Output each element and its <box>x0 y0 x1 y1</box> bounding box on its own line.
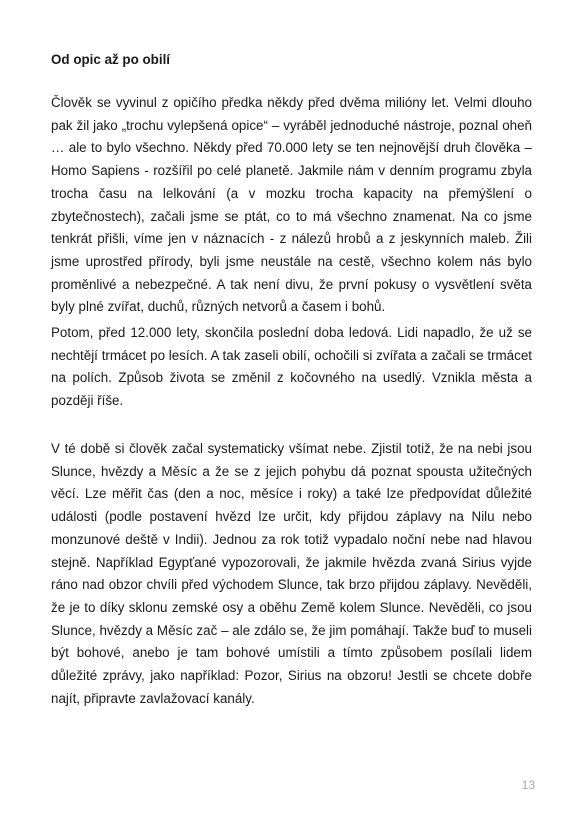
page-number: 13 <box>521 778 535 792</box>
body-paragraph-1: Člověk se vyvinul z opičího předka někdy před dvěma milióny let. Velmi dlouho pak žil jako „trochu vylepšená opice“ – vyráběl jednoduché nástroje, poznal oheň … ale to bylo všechno. Někdy před 70.000 lety se ten nejnovější druh člověka – Homo Sapiens - rozšířil po celé planetě. Jakmile nám v denním programu zbyla trocha času na lelkování (a v mozku trocha kapacity na přemýšlení o zbytečnostech), začali jsme se ptát, co to má všechno znamenat. Na co jsme tenkrát přišli, víme jen v náznacích - z nálezů hrobů a z jeskynních maleb. Žili jsme uprostřed přírody, byli jsme neustále na cestě, všechno kolem nás bylo proměnlivé a nebezpečné. A tak není divu, že první pokusy o vysvětlení světa byly plné zvířat, duchů, různých netvorů a časem i bohů. <box>51 95 532 315</box>
chapter-title: Od opic až po obilí <box>51 52 171 67</box>
body-paragraph-2: Potom, před 12.000 lety, skončila poslední doba ledová. Lidi napadlo, že už se nechtějí trmácet po lesích. A tak zaseli obilí, ochočili si zvířata a začali se trmácet na polích. Způsob života se změnil z kočovného na usedlý. Vznikla města a později říše. <box>51 325 532 409</box>
body-paragraph-3: V té době si člověk začal systematicky všímat nebe. Zjistil totiž, že na nebi jsou Slunce, hvězdy a Měsíc a že se z jejich pohybu dá poznat spousta užitečných věcí. Lze měřit čas (den a noc, měsíce i roky) a také lze předpovídat důležité události (podle postavení hvězd lze určit, kdy přijdou záplavy na Nilu nebo monzunové deště v Indii). Jednou za rok totiž vypadalo noční nebe nad hlavou stejně. Například Egypťané vypozorovali, že jakmile hvězda zvaná Sirius vyjde ráno nad obzor chvíli před východem Slunce, tak brzo přijdou záplavy. Nevěděli, že je to díky sklonu zemské osy a oběhu Země kolem Slunce. Nevěděli, co jsou Slunce, hvězdy a Měsíc zač – ale zdálo se, že jim pomáhají. Takže buď to museli být bohové, anebo je tam bohové umístili a tímto způsobem posílali lidem důležité zprávy, jako například: Pozor, Sirius na obzoru! Jestli se chcete dobře najít, připravte zavlažovací kanály. <box>51 441 532 706</box>
